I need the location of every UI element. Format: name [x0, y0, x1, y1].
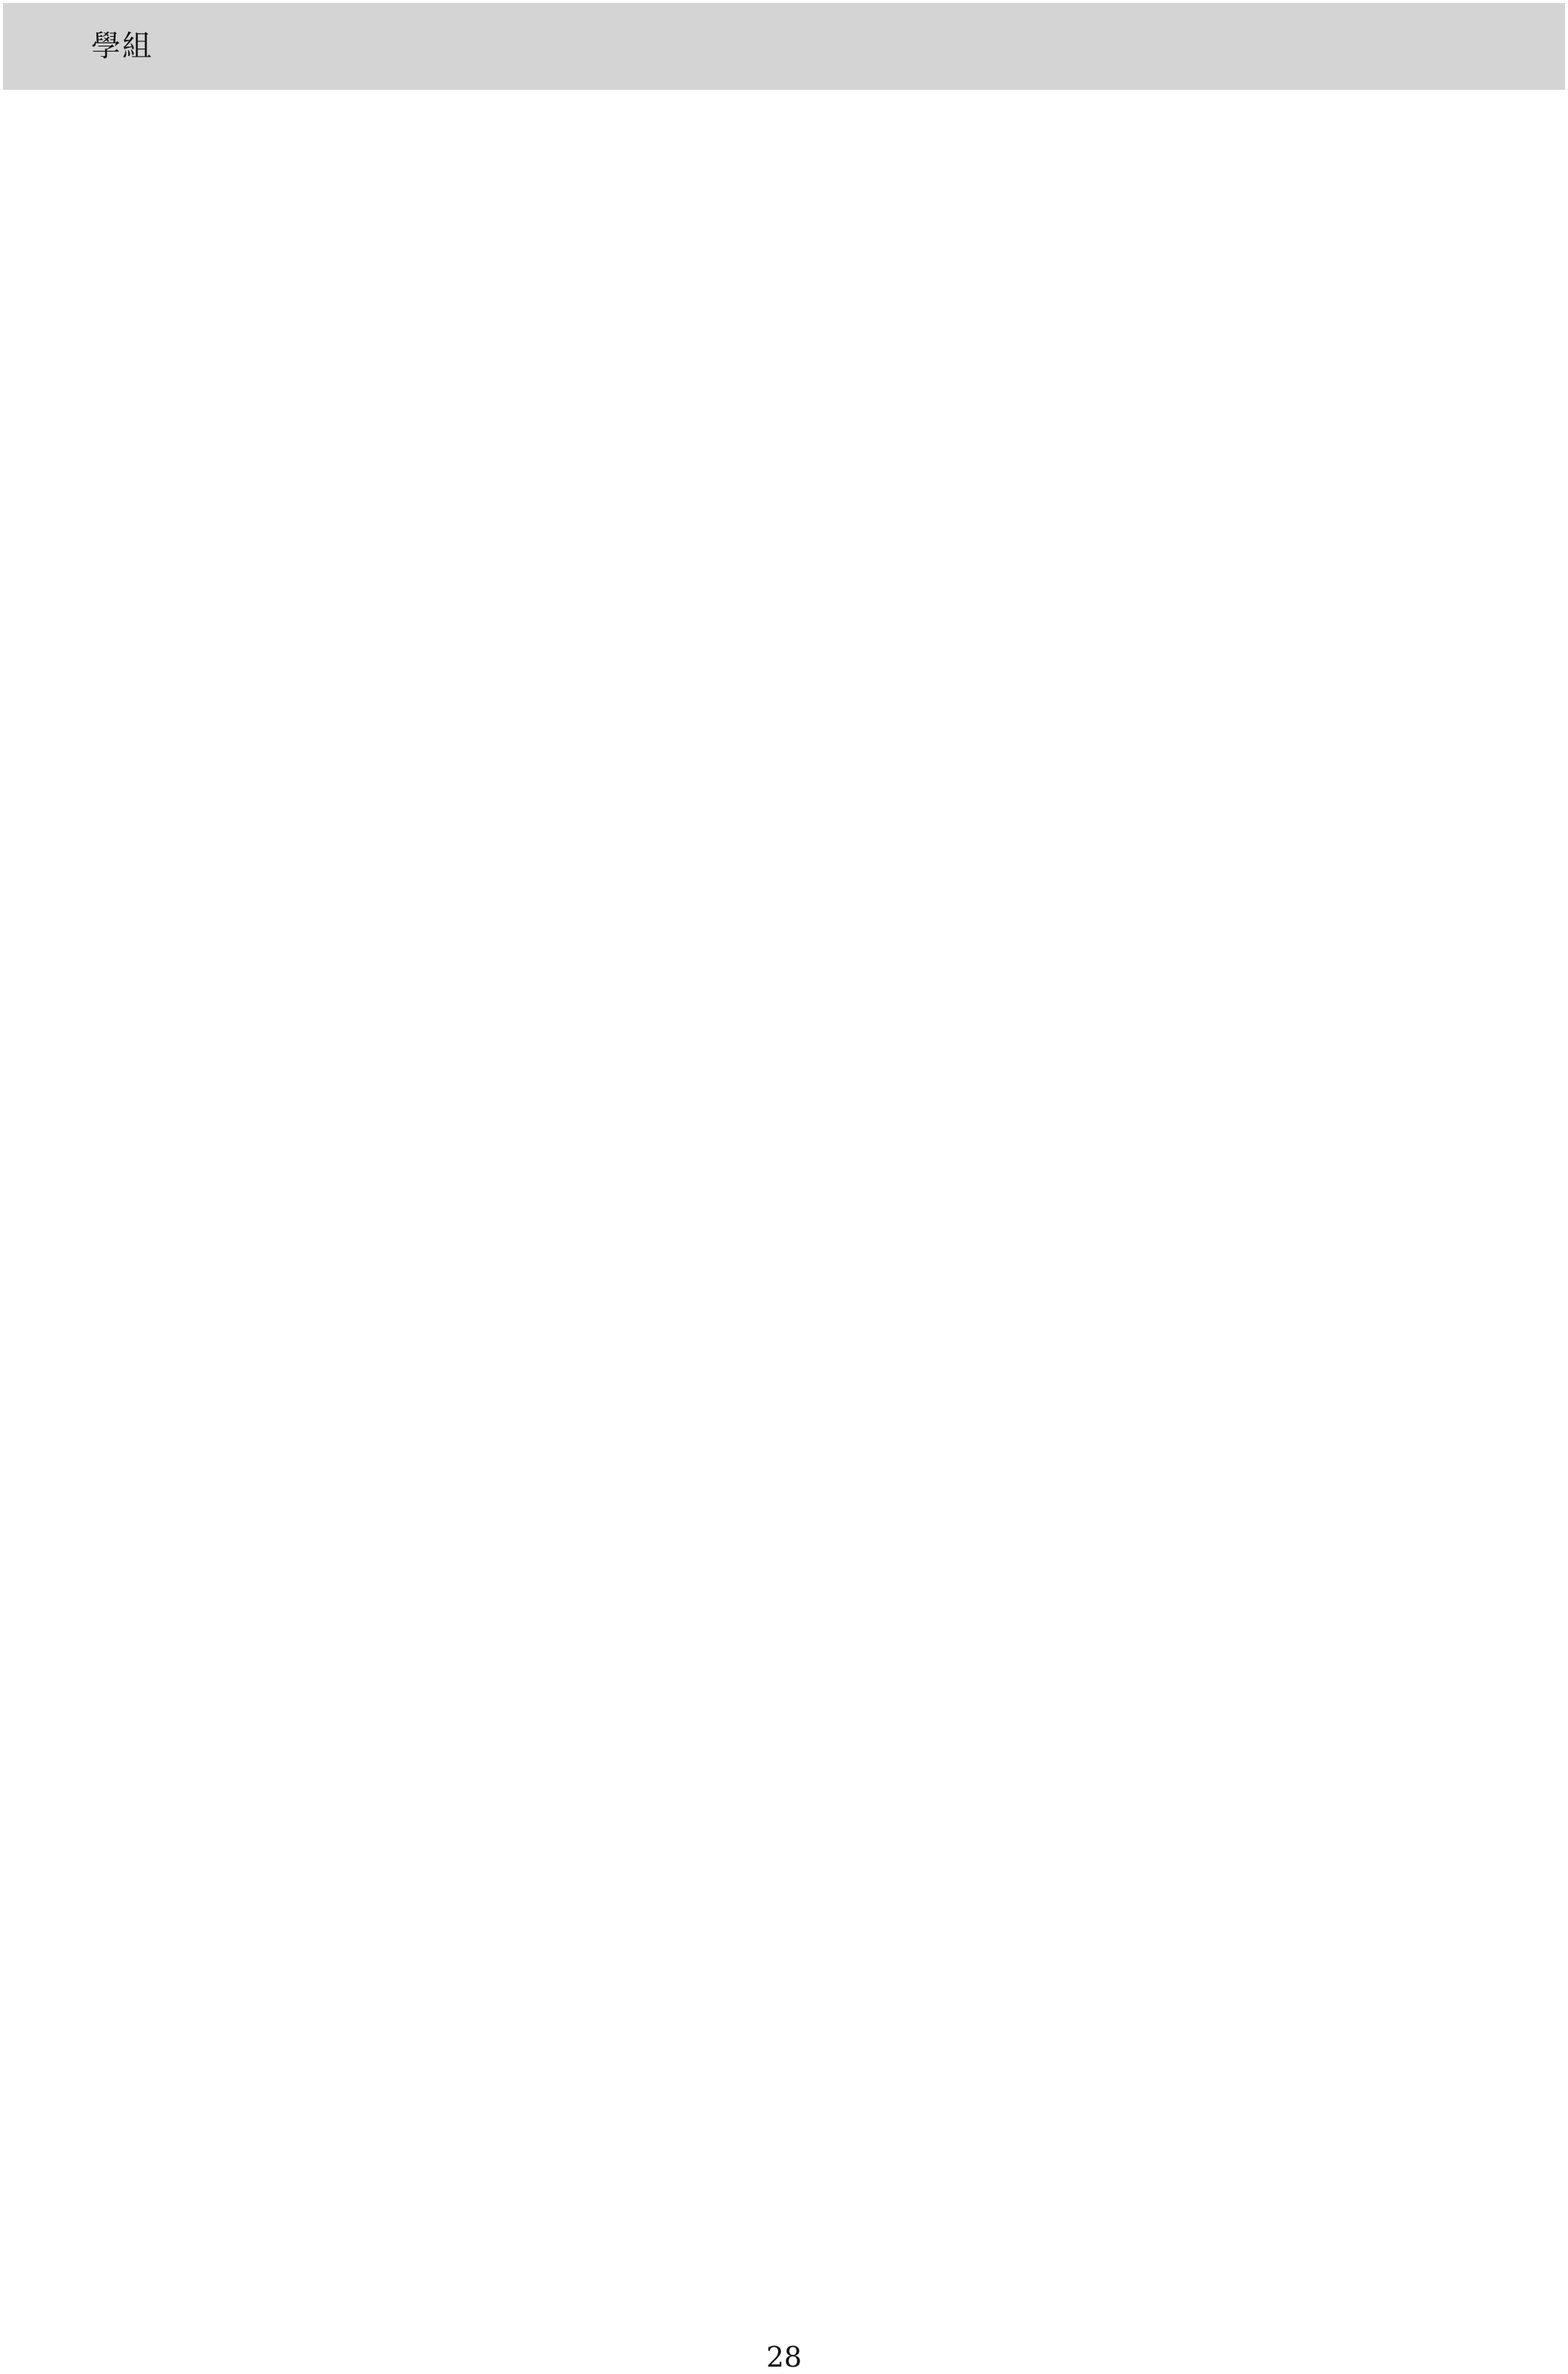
header-dept: 學組: [91, 29, 153, 63]
page-number: 28: [766, 2341, 802, 2373]
